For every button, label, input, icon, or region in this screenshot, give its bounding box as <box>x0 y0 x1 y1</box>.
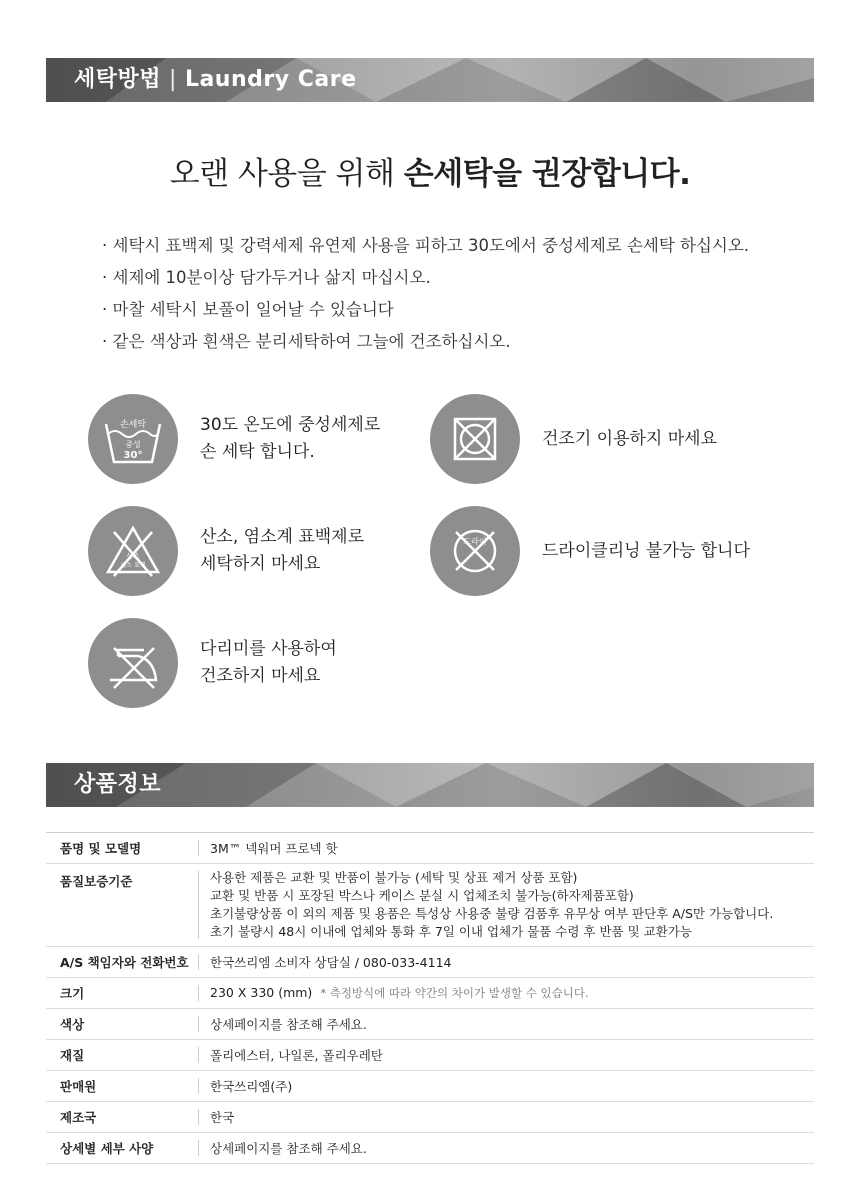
laundry-care-title <box>74 58 357 102</box>
table-row <box>46 1071 814 1102</box>
row-label: 상세별 세부 사양 <box>46 1133 198 1164</box>
no-iron-line1: 다리미를 사용하여 <box>200 639 337 659</box>
table-row <box>46 947 814 978</box>
row-label: 품명 및 모델명 <box>46 833 198 864</box>
no-iron-text <box>200 618 337 708</box>
handwash-icon <box>88 394 178 484</box>
product-info-title: 상품정보 <box>74 772 162 797</box>
headline-normal: 오랜 사용을 위해 <box>169 156 404 192</box>
title-separator: | <box>169 67 177 92</box>
handwash-mid-label: 중성 <box>125 440 141 449</box>
title-korean: 세탁방법 <box>74 67 162 92</box>
list-item: · 같은 색상과 흰색은 분리세탁하여 그늘에 건조하십시오. <box>102 326 749 358</box>
row-value <box>198 864 814 947</box>
care-instructions-list <box>102 230 749 358</box>
handwash-temp-label: 30° <box>123 450 143 461</box>
banner-facet-pattern <box>46 763 814 807</box>
warranty-line: 초기 불량시 48시 이내에 업체와 통화 후 7일 이내 업체가 물품 수령 후 반품 및 교환가능 <box>210 924 692 939</box>
row-value <box>198 978 814 1009</box>
no-iron-line2: 건조하지 마세요 <box>200 666 321 686</box>
table-row <box>46 833 814 864</box>
product-info-banner <box>46 763 814 807</box>
table-row <box>46 1133 814 1164</box>
no-bleach-line1: 산소, 염소계 표백제로 <box>200 527 365 547</box>
no-tumble-dry-icon <box>430 394 520 484</box>
table-row <box>46 1102 814 1133</box>
no-bleach-text <box>200 506 364 596</box>
row-label: 크기 <box>46 978 198 1009</box>
list-item: · 세제에 10분이상 담가두거나 삶지 마십시오. <box>102 262 749 294</box>
size-note: * 측정방식에 따라 약간의 차이가 발생할 수 있습니다. <box>320 986 589 1000</box>
row-label: 재질 <box>46 1040 198 1071</box>
row-label: 판매원 <box>46 1071 198 1102</box>
title-english: Laundry Care <box>184 67 357 92</box>
no-bleach-line2: 세탁하지 마세요 <box>200 554 321 574</box>
no-bleach-bottom-label: 염소 표백 <box>120 562 146 569</box>
handwash-text <box>200 394 380 484</box>
table-row <box>46 1009 814 1040</box>
handwash-top-label: 손세탁 <box>119 420 147 430</box>
row-value: 폴리에스터, 나일론, 폴리우레탄 <box>198 1040 814 1071</box>
table-row <box>46 978 814 1009</box>
size-value: 230 X 330 (mm) <box>210 985 313 1000</box>
warranty-line: 초기불량상품 이 외의 제품 및 용품은 특성상 사용중 불량 검품후 유무상 여부 판단후 A/S만 가능합니다. <box>210 906 774 921</box>
headline <box>0 148 860 193</box>
no-dryclean-line1: 드라이클리닝 불가능 합니다 <box>542 540 750 561</box>
row-label: 색상 <box>46 1009 198 1040</box>
list-item: · 마찰 세탁시 보풀이 일어날 수 있습니다 <box>102 294 749 326</box>
row-label: 제조국 <box>46 1102 198 1133</box>
no-dryer-text <box>542 394 717 484</box>
no-iron-icon <box>88 618 178 708</box>
laundry-care-banner <box>46 58 814 102</box>
row-value: 상세페이지를 참조해 주세요. <box>198 1009 814 1040</box>
handwash-line1: 30도 온도에 중성세제로 <box>200 415 381 435</box>
row-value: 상세페이지를 참조해 주세요. <box>198 1133 814 1164</box>
product-info-table <box>46 832 814 1164</box>
warranty-line: 사용한 제품은 교환 및 반품이 불가능 (세탁 및 상표 제거 상품 포함) <box>210 870 578 885</box>
no-dryer-line1: 건조기 이용하지 마세요 <box>542 428 718 449</box>
row-value: 한국 <box>198 1102 814 1133</box>
no-bleach-icon <box>88 506 178 596</box>
no-dryclean-label: 드라이 <box>463 537 487 546</box>
row-label: A/S 책임자와 전화번호 <box>46 947 198 978</box>
row-value: 한국쓰리엠(주) <box>198 1071 814 1102</box>
list-item: · 세탁시 표백제 및 강력세제 유연제 사용을 피하고 30도에서 중성세제로 손세탁 하십시오. <box>102 230 749 262</box>
handwash-line2: 손 세탁 합니다. <box>200 442 315 462</box>
table-row <box>46 864 814 947</box>
table-row <box>46 1040 814 1071</box>
no-dryclean-text <box>542 506 750 596</box>
headline-bold: 손세탁을 권장합니다. <box>403 156 691 192</box>
no-dry-clean-icon <box>430 506 520 596</box>
warranty-line: 교환 및 반품 시 포장된 박스나 케이스 분실 시 업체조치 불가능(하자제품포함) <box>210 888 634 903</box>
no-bleach-top-label: 산소 <box>126 552 140 560</box>
row-value: 한국쓰리엠 소비자 상담실 / 080-033-4114 <box>198 947 814 978</box>
row-label: 품질보증기준 <box>46 864 198 947</box>
row-value: 3M™ 넥워머 프로넥 핫 <box>198 833 814 864</box>
